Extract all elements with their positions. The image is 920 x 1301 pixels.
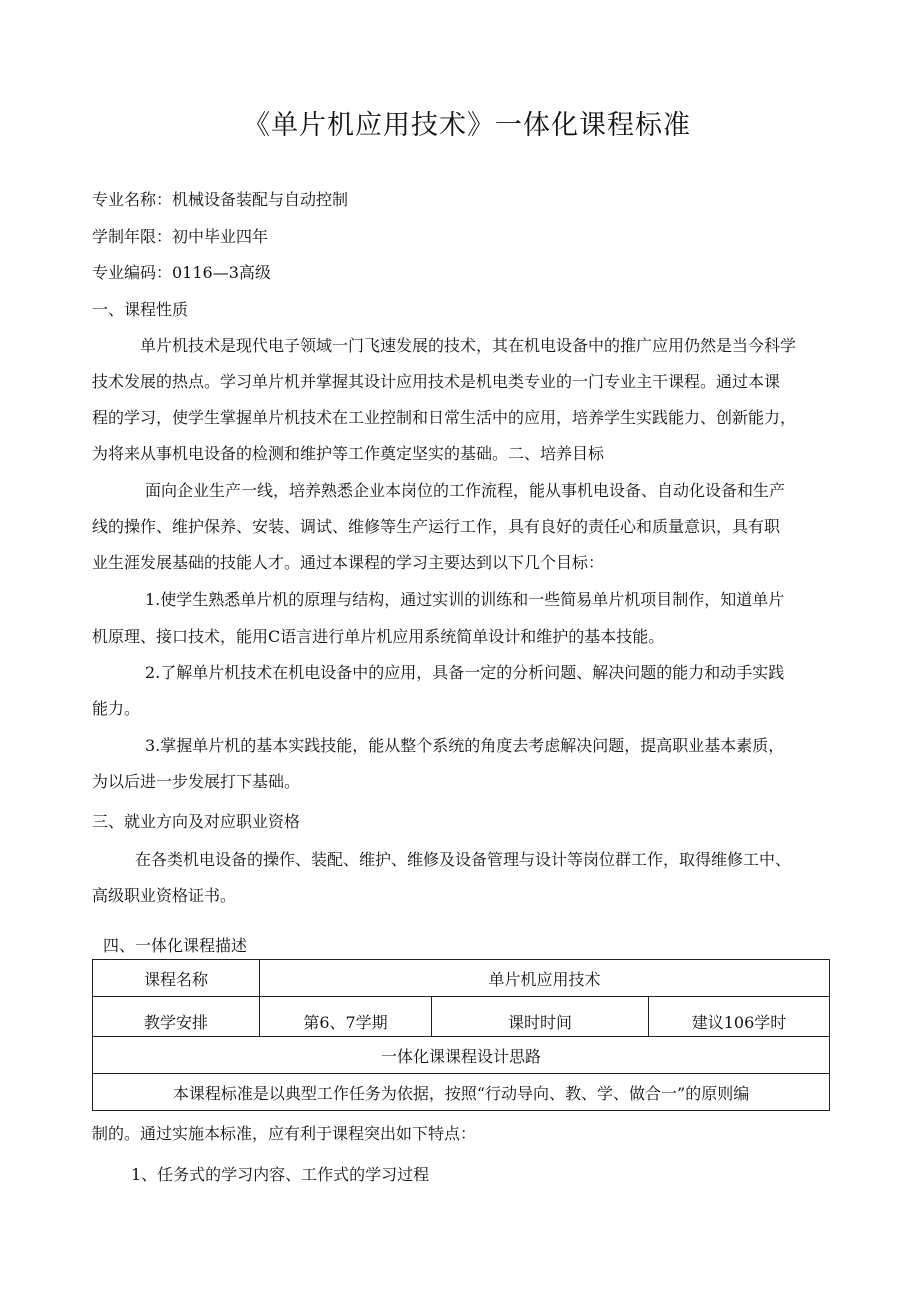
paragraph-line: 业生涯发展基础的技能人才。通过本课程的学习主要达到以下几个目标： <box>92 553 605 572</box>
feature-item: 1、任务式的学习内容、工作式的学习过程 <box>131 1165 430 1184</box>
goal-item: 为以后进一步发展打下基础。 <box>92 772 301 791</box>
course-description-table <box>92 959 830 1111</box>
section-heading-course-nature: 一、课程性质 <box>92 300 189 319</box>
hours-label: 课时时间 <box>432 997 649 1037</box>
paragraph-line: 制的。通过实施本标准，应有利于课程突出如下特点： <box>92 1124 477 1143</box>
paragraph-line: 面向企业生产一线，培养熟悉企业本岗位的工作流程，能从事机电设备、自动化设备和生产 <box>145 481 786 500</box>
page-title: 《单片机应用技术》一体化课程标准 <box>243 110 691 141</box>
paragraph-line: 程的学习，使学生掌握单片机技术在工业控制和日常生活中的应用，培养学生实践能力、创新能力， <box>92 408 797 427</box>
paragraph-line: 单片机技术是现代电子领域一门飞速发展的技术，其在机电设备中的推广应用仍然是当今科学 <box>140 336 797 355</box>
paragraph-line: 为将来从事机电设备的检测和维护等工作奠定坚实的基础。二、培养目标 <box>92 444 605 463</box>
paragraph-line: 技术发展的热点。学习单片机并掌握其设计应用技术是机电类专业的一门专业主干课程。通过本课 <box>92 372 781 391</box>
major-name: 专业名称：机械设备装配与自动控制 <box>92 190 349 209</box>
course-name-value: 单片机应用技术 <box>260 960 830 997</box>
paragraph-line: 高级职业资格证书。 <box>92 886 237 905</box>
goal-item: 能力。 <box>92 699 141 718</box>
paragraph-line: 线的操作、维护保养、安装、调试、维修等生产运行工作，具有良好的责任心和质量意识，具有职 <box>92 517 781 536</box>
section-heading-employment: 三、就业方向及对应职业资格 <box>92 812 301 831</box>
table-row <box>93 1074 830 1111</box>
section-heading-course-description: 四、一体化课程描述 <box>103 936 248 955</box>
design-heading: 一体化课课程设计思路 <box>93 1037 830 1074</box>
goal-item: 机原理、接口技术，能用C语言进行单片机应用系统简单设计和维护的基本技能。 <box>92 627 665 646</box>
table-row <box>93 997 830 1037</box>
goal-item: 1.使学生熟悉单片机的原理与结构，通过实训的训练和一些简易单片机项目制作，知道单片 <box>145 590 785 609</box>
table-row <box>93 960 830 997</box>
major-code: 专业编码：0116—3高级 <box>92 263 271 282</box>
table-row <box>93 1037 830 1074</box>
goal-item: 3.掌握单片机的基本实践技能，能从整个系统的角度去考虑解决问题，提高职业基本素质， <box>145 736 785 755</box>
paragraph-line: 在各类机电设备的操作、装配、维护、维修及设备管理与设计等岗位群工作，取得维修工中、 <box>135 850 792 869</box>
study-duration: 学制年限：初中毕业四年 <box>92 227 269 246</box>
schedule-value: 第6、7学期 <box>260 997 432 1037</box>
schedule-label: 教学安排 <box>93 997 260 1037</box>
course-name-label: 课程名称 <box>93 960 260 997</box>
design-text: 本课程标准是以典型工作任务为依据，按照“行动导向、教、学、做合一”的原则编 <box>93 1074 830 1111</box>
goal-item: 2.了解单片机技术在机电设备中的应用，具备一定的分析问题、解决问题的能力和动手实践 <box>145 663 785 682</box>
hours-value: 建议106学时 <box>649 997 830 1037</box>
